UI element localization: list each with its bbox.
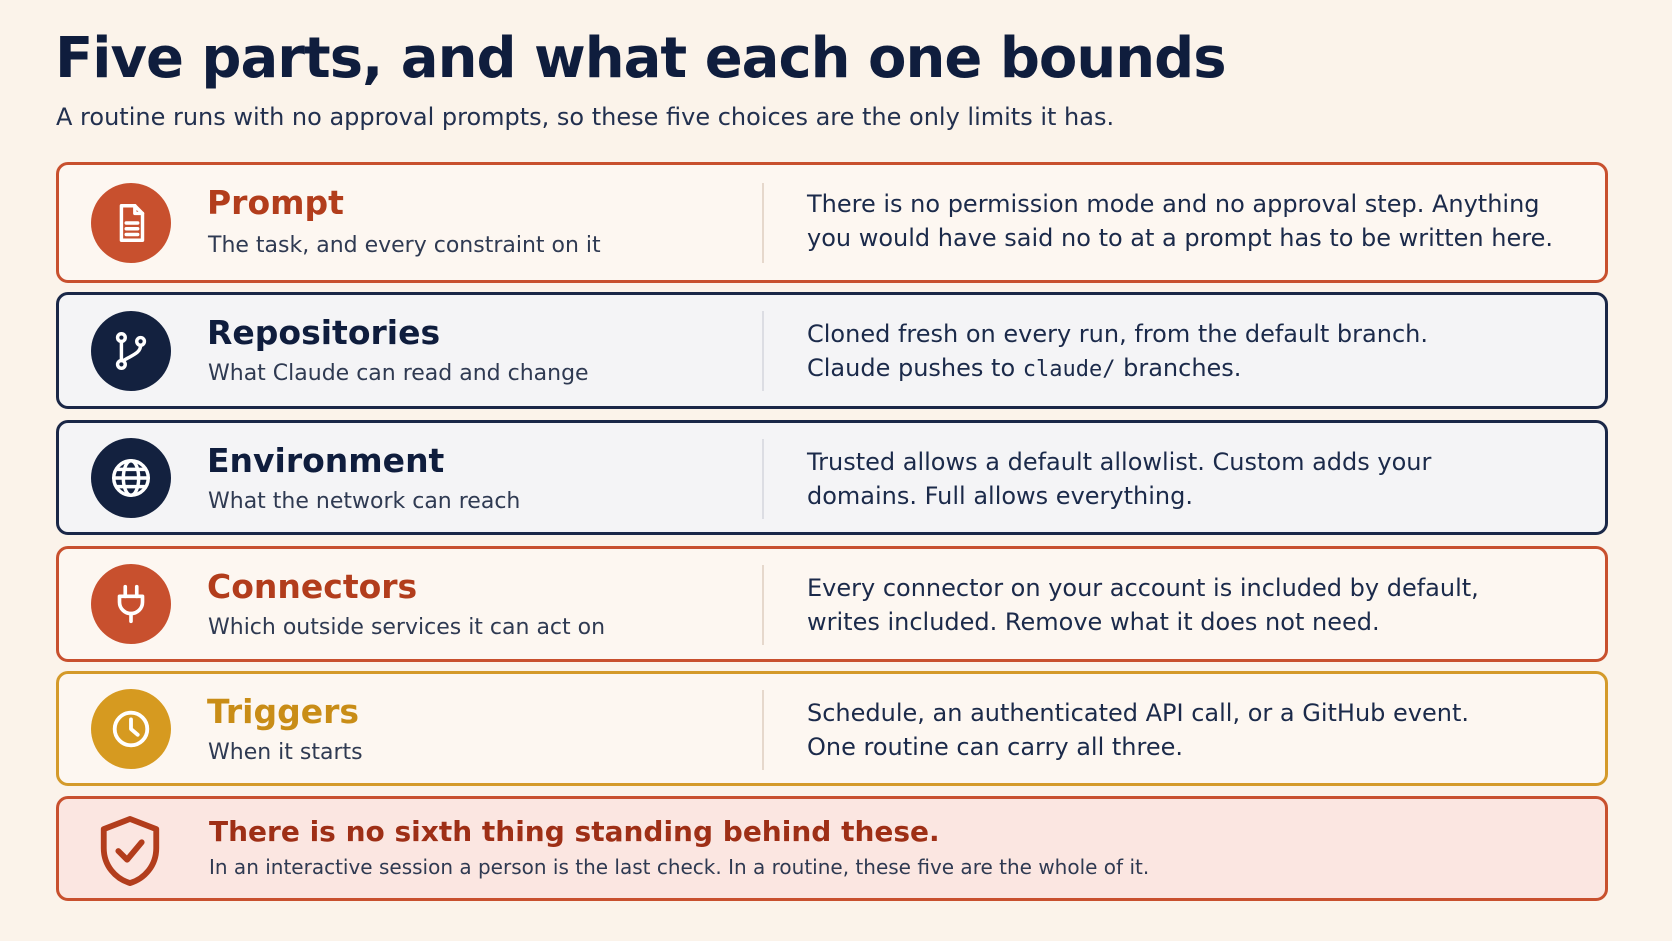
part-name: Triggers xyxy=(207,692,360,731)
detail-line: Cloned fresh on every run, from the default branch. xyxy=(807,320,1428,348)
detail-line: domains. Full allows everything. xyxy=(807,482,1193,510)
part-description: When it starts xyxy=(208,740,363,765)
part-detail xyxy=(807,445,1527,513)
detail-line xyxy=(807,351,1527,387)
part-detail xyxy=(807,696,1527,764)
branch-icon xyxy=(91,311,171,391)
detail-line: Trusted allows a default allowlist. Custom adds your xyxy=(807,448,1432,476)
divider xyxy=(762,439,764,519)
divider xyxy=(762,690,764,770)
detail-line: you would have said no to at a prompt has to be written here. xyxy=(807,224,1553,252)
divider xyxy=(762,183,764,263)
document-icon xyxy=(91,183,171,263)
page-subtitle: A routine runs with no approval prompts, so these five choices are the only limits it has. xyxy=(56,103,1115,131)
part-card-repositories xyxy=(56,292,1608,409)
detail-line: Every connector on your account is included by default, xyxy=(807,574,1479,602)
detail-line: writes included. Remove what it does not need. xyxy=(807,608,1380,636)
branch-prefix-code: claude/ xyxy=(1022,357,1116,382)
detail-text: Claude pushes to xyxy=(807,354,1023,382)
part-description: What Claude can read and change xyxy=(208,361,589,386)
part-name: Repositories xyxy=(207,313,441,352)
part-name: Environment xyxy=(207,441,445,480)
detail-text: branches. xyxy=(1115,354,1242,382)
divider xyxy=(762,565,764,645)
banner-title: There is no sixth thing standing behind these. xyxy=(209,815,940,848)
detail-line: One routine can carry all three. xyxy=(807,733,1183,761)
shield-check-icon xyxy=(95,813,165,889)
page-title: Five parts, and what each one bounds xyxy=(55,26,1226,91)
divider xyxy=(762,311,764,391)
part-detail xyxy=(807,571,1527,639)
part-card-prompt xyxy=(56,162,1608,283)
part-description: What the network can reach xyxy=(208,489,521,514)
detail-line: Schedule, an authenticated API call, or a GitHub event. xyxy=(807,699,1470,727)
closing-banner xyxy=(56,796,1608,901)
part-name: Connectors xyxy=(207,567,418,606)
banner-text: In an interactive session a person is the last check. In a routine, these five are the whole of it. xyxy=(209,855,1150,879)
globe-icon xyxy=(91,438,171,518)
part-detail xyxy=(807,317,1527,387)
clock-icon xyxy=(91,689,171,769)
part-card-environment xyxy=(56,420,1608,535)
part-detail xyxy=(807,187,1553,255)
part-card-triggers xyxy=(56,671,1608,786)
part-description: Which outside services it can act on xyxy=(208,615,606,640)
part-name: Prompt xyxy=(207,183,344,222)
part-card-connectors xyxy=(56,546,1608,662)
plug-icon xyxy=(91,564,171,644)
detail-line: There is no permission mode and no approval step. Anything xyxy=(807,190,1540,218)
part-description: The task, and every constraint on it xyxy=(208,233,601,258)
